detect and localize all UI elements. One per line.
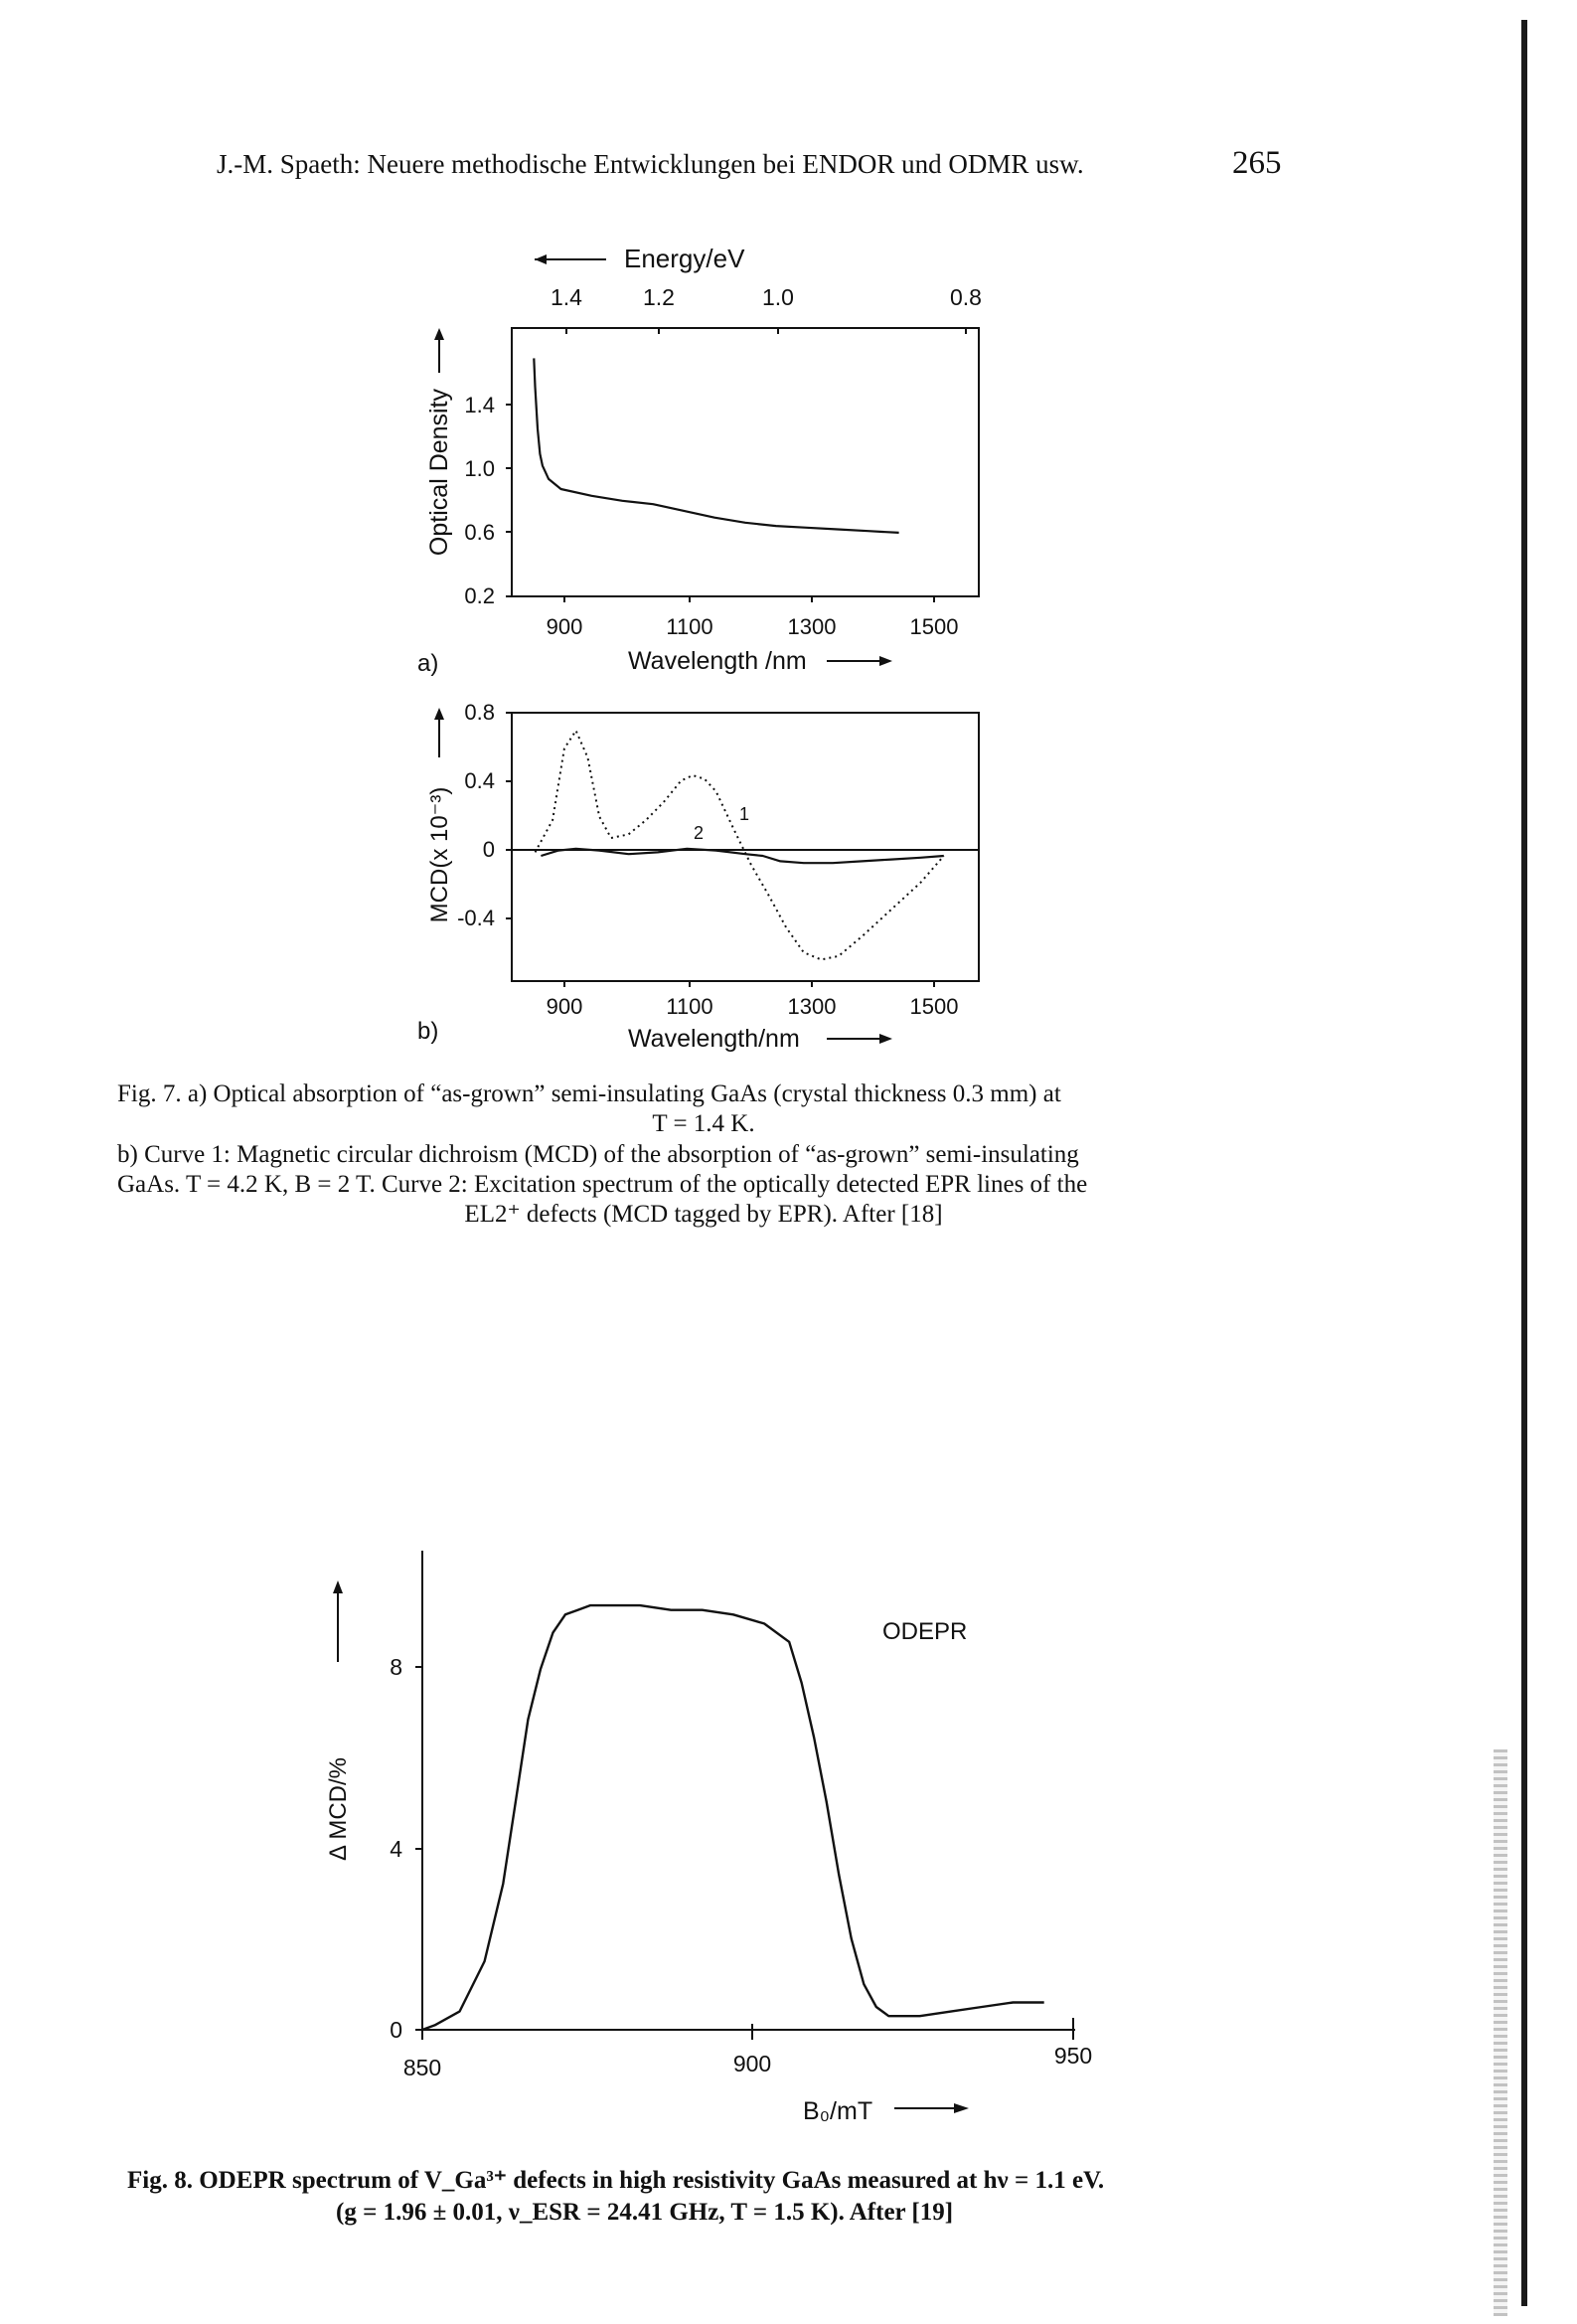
fig7-caption-line5: EL2⁺ defects (MCD tagged by EPR). After [18] <box>464 1201 943 1228</box>
fig7a-frame <box>512 328 979 596</box>
fig8-chart <box>308 1551 1123 2147</box>
fig8-plot-area <box>422 1605 1044 2030</box>
fig7b-ytick: -0.4 <box>457 906 495 930</box>
energy-tick: 1.0 <box>762 284 794 310</box>
page-number: 265 <box>1232 145 1282 181</box>
fig7b-chart <box>397 696 1014 1054</box>
fig8-caption-line1: Fig. 8. ODEPR spectrum of V_Ga³⁺ defects in high resistivity GaAs measured at hν = 1.1 eV. <box>127 2167 1105 2194</box>
fig8-xaxis-arrowhead <box>954 2103 969 2113</box>
fig7a-xtick: 1500 <box>909 614 959 639</box>
fig8-caption-line2: (g = 1.96 ± 0.01, ν_ESR = 24.41 GHz, T = 1.5 K). After [19] <box>336 2199 954 2226</box>
fig7b-ylabel: MCD(x 10⁻³) <box>426 786 453 923</box>
fig7-caption-line4: GaAs. T = 4.2 K, B = 2 T. Curve 2: Excitation spectrum of the optically detected EPR lines of the <box>117 1171 1088 1198</box>
fig7-caption-line1: Fig. 7. a) Optical absorption of “as-grown” semi-insulating GaAs (crystal thickness 0.3 mm) at <box>117 1080 1061 1107</box>
fig8-xtick: 850 <box>402 2055 442 2080</box>
fig7b-xtick: 1100 <box>666 994 713 1019</box>
fig8-yaxis-arrowhead <box>333 1580 343 1593</box>
energy-tick: 0.8 <box>950 284 982 310</box>
fig8-ytick: 8 <box>390 1654 402 1680</box>
fig7-caption-line2: T = 1.4 K. <box>652 1110 755 1137</box>
energy-tick: 1.4 <box>551 284 582 310</box>
fig7a-chart <box>397 234 1014 691</box>
fig8-ytick: 0 <box>390 2017 402 2043</box>
fig8-xlabel: B₀/mT <box>803 2097 873 2125</box>
fig8-ylabel: Δ MCD/% <box>325 1756 352 1862</box>
fig7b-xtick: 1500 <box>909 994 959 1019</box>
data-series-1 <box>534 358 898 533</box>
fig7a-ytick: 0.6 <box>464 520 495 545</box>
page-edge-noise <box>1494 1749 1507 2316</box>
fig7b-plot-area <box>536 731 944 959</box>
fig8-xtick: 950 <box>1053 2043 1093 2069</box>
fig7a-xtick: 1100 <box>666 614 713 639</box>
fig7b-xtick: 900 <box>546 994 583 1019</box>
fig7b-ytick: 0.8 <box>464 700 495 725</box>
fig7b-ytick: 0 <box>482 837 495 862</box>
fig7a-ytick: 1.0 <box>464 456 495 481</box>
running-title: J.-M. Spaeth: Neuere methodische Entwicklungen bei ENDOR und ODMR usw. <box>217 149 1084 179</box>
fig7b-ytick: 0.4 <box>464 768 495 793</box>
fig7b-panel-label: b) <box>417 1018 439 1045</box>
fig7a-ylabel: Optical Density <box>425 388 453 557</box>
fig8-annotation: ODEPR <box>882 1618 968 1645</box>
fig7b-xtick: 1300 <box>787 994 837 1019</box>
fig7a-ytick: 0.2 <box>464 583 495 608</box>
curve-label-2: 2 <box>694 823 705 843</box>
fig7a-xtick: 900 <box>546 614 583 639</box>
fig7a-xlabel: Wavelength /nm <box>628 647 807 675</box>
fig7a-xtick: 1300 <box>787 614 837 639</box>
fig8-ytick: 4 <box>390 1836 402 1862</box>
fig7b-xaxis-arrowhead <box>879 1034 892 1044</box>
page-edge-shadow <box>1521 20 1527 2306</box>
data-series-1 <box>422 1605 1044 2030</box>
fig8-xtick: 900 <box>732 2051 772 2076</box>
energy-tick: 1.2 <box>643 284 675 310</box>
fig7a-ytick: 1.4 <box>464 393 495 417</box>
fig7b-frame <box>512 713 979 981</box>
fig7a-panel-label: a) <box>417 650 439 677</box>
fig7b-xlabel: Wavelength/nm <box>628 1025 800 1053</box>
fig7-caption-line3: b) Curve 1: Magnetic circular dichroism (MCD) of the absorption of “as-grown” semi-insulating <box>117 1141 1079 1168</box>
curve-label-1: 1 <box>739 804 750 824</box>
fig7a-plot-area <box>534 358 898 533</box>
fig7a-yaxis-arrowhead <box>434 328 444 340</box>
fig7b-yaxis-arrowhead <box>434 708 444 720</box>
energy-arrow-head <box>535 254 547 264</box>
data-series-1 <box>536 731 944 959</box>
fig7a-xaxis-arrowhead <box>879 656 892 666</box>
energy-axis-label: Energy/eV <box>624 244 745 273</box>
